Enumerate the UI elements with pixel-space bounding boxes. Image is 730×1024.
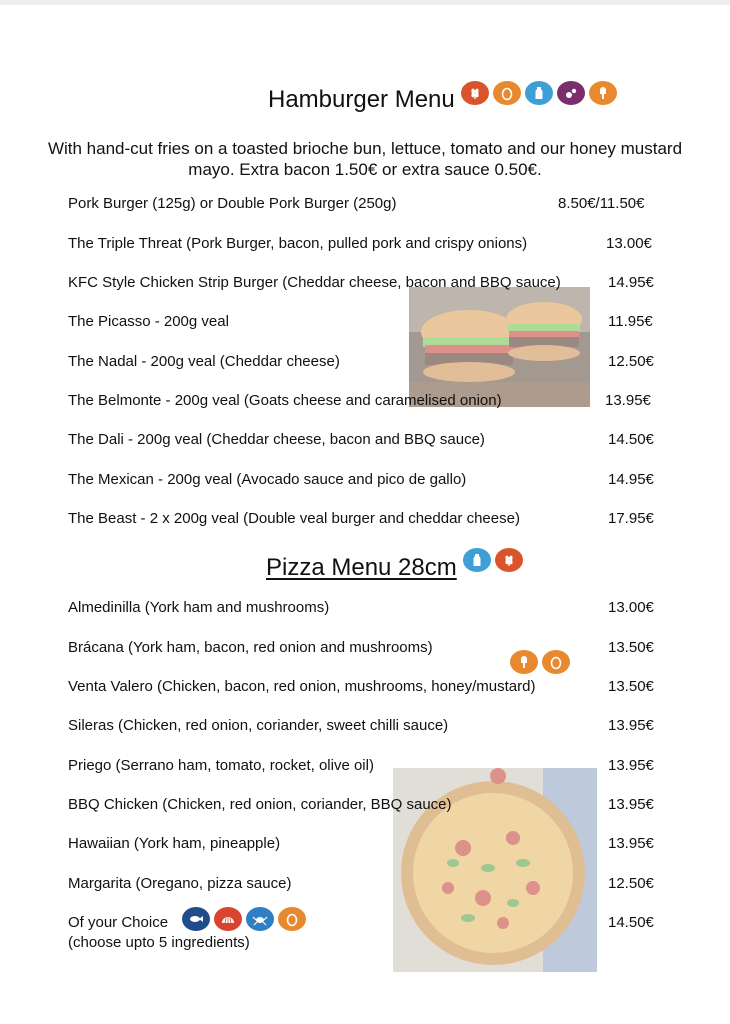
item-price: 11.95€ — [608, 313, 653, 330]
item-name: Venta Valero (Chicken, bacon, red onion, mushrooms, honey/mustard) — [68, 678, 536, 695]
pizza-menu-title: Pizza Menu 28cm — [266, 554, 457, 581]
item-name: Sileras (Chicken, red onion, coriander, sweet chilli sauce) — [68, 717, 449, 734]
item-price: 13.95€ — [605, 392, 651, 409]
item-price: 13.95€ — [608, 835, 654, 852]
venta-valero-allergen-icons — [510, 650, 570, 674]
burger-photo — [409, 287, 590, 407]
item-price: 12.50€ — [608, 353, 654, 370]
item-price: 13.50€ — [608, 639, 654, 656]
egg-icon — [278, 907, 306, 931]
milk-icon — [525, 81, 553, 105]
item-price: 17.95€ — [608, 510, 654, 527]
item-price: 13.95€ — [608, 796, 654, 813]
item-price: 14.95€ — [608, 274, 654, 291]
egg-icon — [493, 81, 521, 105]
item-name: Of your Choice — [68, 914, 169, 931]
milk-icon — [463, 548, 491, 572]
item-price: 8.50€/11.50€ — [558, 195, 645, 212]
item-price: 13.00€ — [608, 599, 654, 616]
item-name: The Belmonte - 200g veal (Goats cheese and caramelised onion) — [68, 392, 502, 409]
item-name: The Dali - 200g veal (Cheddar cheese, bacon and BBQ sauce) — [68, 431, 485, 448]
of-your-choice-allergen-icons — [182, 907, 306, 931]
item-name: Almedinilla (York ham and mushrooms) — [68, 599, 330, 616]
item-price: 13.95€ — [608, 757, 654, 774]
item-name: Hawaiian (York ham, pineapple) — [68, 835, 281, 852]
gluten-icon — [495, 548, 523, 572]
pizza-allergen-icons — [463, 548, 523, 572]
crustaceans-icon — [246, 907, 274, 931]
mustard-icon — [510, 650, 538, 674]
mustard-icon — [589, 81, 617, 105]
item-price: 12.50€ — [608, 875, 654, 892]
fish-icon — [182, 907, 210, 931]
item-price: 13.50€ — [608, 678, 654, 695]
item-price: 13.00€ — [606, 235, 652, 252]
item-price: 13.95€ — [608, 717, 654, 734]
egg-icon — [542, 650, 570, 674]
item-name: The Beast - 2 x 200g veal (Double veal burger and cheddar cheese) — [68, 510, 520, 527]
sulphites-icon — [557, 81, 585, 105]
item-note: (choose upto 5 ingredients) — [68, 934, 250, 951]
item-name: The Picasso - 200g veal — [68, 313, 229, 330]
item-name: The Triple Threat (Pork Burger, bacon, pulled pork and crispy onions) — [68, 235, 528, 252]
menu-page — [0, 5, 730, 1024]
item-price: 14.50€ — [608, 914, 654, 931]
item-name: The Mexican - 200g veal (Avocado sauce and pico de gallo) — [68, 471, 467, 488]
item-price: 14.50€ — [608, 431, 654, 448]
item-name: Pork Burger (125g) or Double Pork Burger (250g) — [68, 195, 397, 212]
gluten-icon — [461, 81, 489, 105]
hamburger-menu-title: Hamburger Menu — [268, 86, 455, 113]
item-name: Margarita (Oregano, pizza sauce) — [68, 875, 292, 892]
shellfish-icon — [214, 907, 242, 931]
item-name: BBQ Chicken (Chicken, red onion, coriander, BBQ sauce) — [68, 796, 452, 813]
item-price: 14.95€ — [608, 471, 654, 488]
item-name: Brácana (York ham, bacon, red onion and mushrooms) — [68, 639, 433, 656]
item-name: The Nadal - 200g veal (Cheddar cheese) — [68, 353, 340, 370]
item-name: KFC Style Chicken Strip Burger (Cheddar cheese, bacon and BBQ sauce) — [68, 274, 561, 291]
burger-allergen-icons — [461, 81, 617, 105]
item-name: Priego (Serrano ham, tomato, rocket, olive oil) — [68, 757, 374, 774]
burger-intro-text: With hand-cut fries on a toasted brioche bun, lettuce, tomato and our honey mustard mayo. Extra bacon 1.50€ or extra sauce 0.50€. — [47, 139, 683, 179]
